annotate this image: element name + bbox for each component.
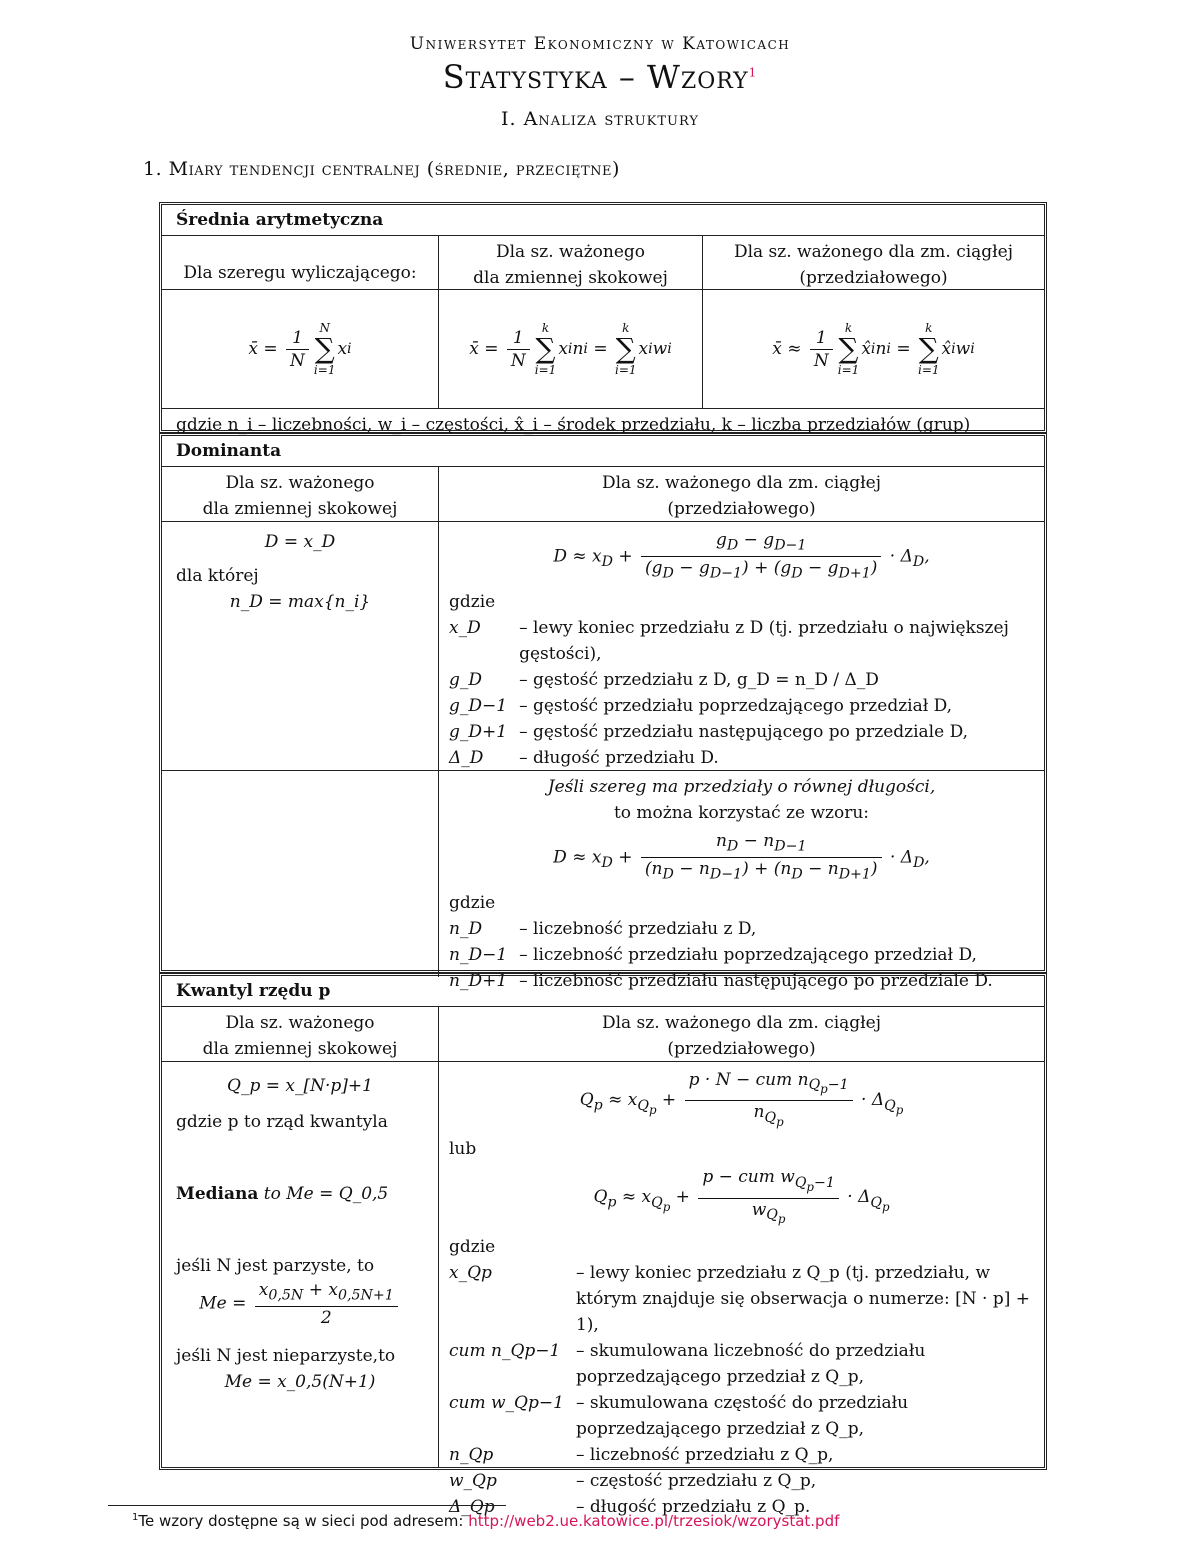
- definition-text: – gęstość przedziału z D, g_D = n_D / Δ_D: [519, 669, 879, 690]
- quantile-left-cell: [162, 1062, 438, 1467]
- dominant-col1-header: Dla sz. ważonego dla zmiennej skokowej: [202, 473, 398, 519]
- quantile-col1-header: Dla sz. ważonego dla zmiennej skokowej: [202, 1013, 398, 1059]
- quantile-formula-1: $Q_p \approx x_{Q_p}$ + $\frac{p \cdot N - cum n_{Q_p-1}}{n_{Q_p}}$ · $\Delta_{Q_p}$: [579, 1070, 904, 1129]
- definition-symbol: x_Qp: [449, 1262, 492, 1283]
- definition-symbol: cum n_Qp−1: [449, 1340, 561, 1361]
- median-even-formula: Me = $\frac{x_{0,5N} + x_{0,5N+1}}{2}$: [172, 1279, 428, 1329]
- definition-symbol: n_D−1: [449, 944, 508, 965]
- footnote: $^1$Te wzory dostępne są w sieci pod adresem: http://web2.ue.katowice.pl/trzesiok/wzorystat.pdf: [132, 1512, 840, 1530]
- dominant-formula: $D \approx x_D$ + $\frac{g_D - g_{D-1}}{(g_D - g_{D-1}) + (g_D - g_{D+1})}$ · $\Delta_D$,: [553, 530, 930, 582]
- dominant-equal-formula: $D \approx x_D$ + $\frac{n_D - n_{D-1}}{(n_D - n_{D-1}) + (n_D - n_{D+1})}$ · $\Delta_D$,: [553, 831, 930, 883]
- quantile-table: [159, 973, 1047, 1517]
- page-title: Statystyka – Wzory$^1$: [442, 58, 758, 96]
- definition-symbol: x_D: [449, 617, 481, 638]
- definition-text: – długość przedziału D.: [519, 747, 719, 768]
- definition-text: – liczebność przedziału z Q_p,: [575, 1444, 834, 1465]
- quantile-formula-2: $Q_p \approx x_{Q_p}$ + $\frac{p - cum w_{Q_p-1}}{w_{Q_p}}$ · $\Delta_{Q_p}$: [593, 1167, 890, 1226]
- definition-symbol: Δ_Qp: [449, 1496, 495, 1517]
- dominant-for-which: dla której: [176, 566, 259, 586]
- dominant-left-formula: D = x_D: [264, 532, 336, 552]
- mean-formula-simple: x̄ = $\frac{1}{N}$ N ∑ i=1 x i: [248, 321, 352, 377]
- part-heading: I. Analiza struktury: [501, 108, 699, 130]
- section-heading: 1. Miary tendencji centralnej (średnie, przeciętne): [143, 158, 620, 180]
- quantile-lub: lub: [449, 1139, 477, 1160]
- definition-symbol: g_D−1: [449, 695, 508, 716]
- definition-symbol: cum w_Qp−1: [449, 1392, 564, 1413]
- definition-text: – lewy koniec przedziału z D (tj. przedziału o największej gęstości),: [519, 617, 1009, 664]
- definition-text: – skumulowana liczebność do przedziału poprzedzającego przedział z Q_p,: [575, 1340, 926, 1387]
- dominant-gdzie: gdzie: [449, 591, 496, 612]
- definition-symbol: w_Qp: [449, 1470, 497, 1491]
- dominant-title: Dominanta: [176, 441, 282, 461]
- definition-symbol: n_D: [449, 918, 483, 939]
- footnote-ref[interactable]: 1: [748, 65, 758, 80]
- mean-formula-interval: x̄ ≈ $\frac{1}{N}$ k ∑ i=1 x̂ i n i = k ∑ i=1 x̂ i w i: [702, 290, 1044, 408]
- quantile-col2-header: Dla sz. ważonego dla zm. ciągłej (przedziałowego): [438, 1007, 1044, 1061]
- mean-col3-header: Dla sz. ważonego dla zm. ciągłej (przedziałowego): [702, 236, 1044, 289]
- median-odd: jeśli N jest nieparzyste,to: [176, 1346, 396, 1367]
- definition-text: – liczebność przedziału poprzedzającego przedział D,: [519, 944, 977, 965]
- median-even: jeśli N jest parzyste, to: [176, 1256, 375, 1276]
- quantile-left-note: gdzie p to rząd kwantyla: [176, 1112, 388, 1132]
- quantile-gdzie: gdzie: [449, 1236, 496, 1257]
- dominant-gdzie-2: gdzie: [449, 892, 496, 913]
- dominant-condition: n_D = max{n_i}: [229, 592, 371, 612]
- footnote-rule: [108, 1505, 506, 1506]
- definition-text: – częstość przedziału z Q_p,: [575, 1470, 817, 1491]
- definition-text: – długość przedziału z Q_p.: [575, 1496, 811, 1517]
- median-odd-formula: Me = x_0,5(N+1): [224, 1372, 376, 1393]
- mean-col2-header: Dla sz. ważonego dla zmiennej skokowej: [438, 236, 702, 289]
- footnote-link[interactable]: http://web2.ue.katowice.pl/trzesiok/wzorystat.pdf: [468, 1512, 840, 1530]
- quantile-left-formula: Q_p = x_[N·p]+1: [227, 1076, 373, 1096]
- dominant-definitions: [449, 615, 1034, 771]
- quantile-right-cell: [438, 1062, 1044, 1517]
- definition-symbol: n_D+1: [449, 970, 508, 991]
- median-line: Mediana to Me = Q_0,5: [176, 1184, 389, 1204]
- dominant-left-cell: [162, 522, 438, 770]
- mean-table: [159, 202, 1047, 433]
- mean-note: gdzie n_i – liczebności, w_i – częstości, x̂_i – środek przedziału, k – liczba przedziałów (grup): [176, 415, 971, 435]
- quantile-title: Kwantyl rzędu p: [176, 981, 331, 1001]
- university-name: Uniwersytet Ekonomiczny w Katowicach: [409, 34, 791, 54]
- definition-text: – lewy koniec przedziału z Q_p (tj. przedziału, w którym znajduje się obserwacja o numerze: [N · p] + 1),: [575, 1262, 1030, 1335]
- definition-symbol: g_D: [449, 669, 483, 690]
- definition-symbol: Δ_D: [449, 747, 484, 768]
- definition-text: – gęstość przedziału poprzedzającego przedział D,: [519, 695, 953, 716]
- mean-formula-weighted: x̄ = $\frac{1}{N}$ k ∑ i=1 x i n i = k ∑ i=1 x i w i: [438, 290, 702, 408]
- definition-symbol: g_D+1: [449, 721, 508, 742]
- dominant-equal-intro2: to można korzystać ze wzoru:: [613, 803, 870, 823]
- dominant-equal-intro: Jeśli szereg ma przedziały o równej długości,: [547, 777, 936, 797]
- definition-text: – gęstość przedziału następującego po przedziale D,: [519, 721, 968, 742]
- definition-text: – liczebność przedziału następującego po przedziale D.: [519, 970, 993, 991]
- dominant-col2-header: Dla sz. ważonego dla zm. ciągłej (przedziałowego): [438, 467, 1044, 521]
- mean-col1-header: Dla szeregu wyliczającego:: [183, 263, 417, 283]
- definition-symbol: n_Qp: [449, 1444, 494, 1465]
- definition-text: – skumulowana częstość do przedziału poprzedzającego przedział z Q_p,: [575, 1392, 909, 1439]
- mean-title: Średnia arytmetyczna: [176, 210, 384, 230]
- quantile-definitions: [449, 1260, 1034, 1520]
- dominant-right-cell: [438, 522, 1044, 770]
- dominant-equal-cell: [438, 771, 1044, 991]
- dominant-empty-cell: [162, 771, 438, 977]
- definition-text: – liczebność przedziału z D,: [519, 918, 757, 939]
